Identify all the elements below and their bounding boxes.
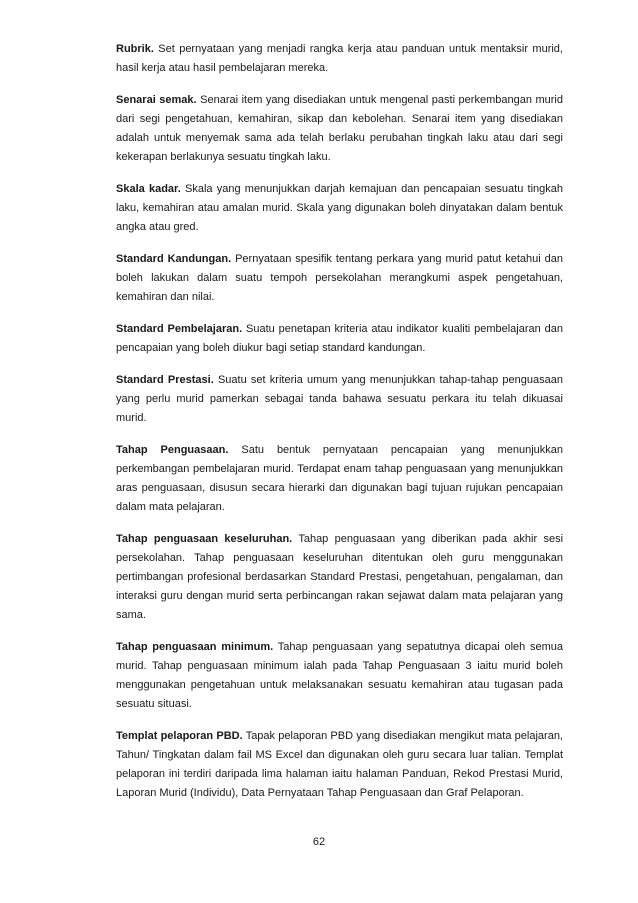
glossary-definition: Pernyataan spesifik tentang perkara yang murid patut ketahui dan boleh lakukan dalam suatu tempoh persekolahan merangkumi aspek pengetahuan, kemahiran dan nilai.	[116, 253, 564, 303]
glossary-entry-senarai-semak	[116, 91, 563, 167]
glossary-definition: Tahap penguasaan yang diberikan pada akhir sesi persekolahan. Tahap penguasaan keseluruhan ditentukan oleh guru menggunakan pertimbangan profesional berdasarkan Standard Prestasi, pengetahuan, pengalaman, dan interaksi guru dengan murid serta perbincangan rakan sejawat dalam mata pelajaran yang sama.	[116, 533, 564, 621]
glossary-entry-standard-kandungan	[116, 250, 563, 307]
glossary-entry-standard-prestasi	[116, 371, 563, 428]
glossary-definition: Tahap penguasaan yang sepatutnya dicapai oleh semua murid. Tahap penguasaan minimum ialah pada Tahap Penguasaan 3 iaitu murid boleh menggunakan pengetahuan untuk melaksanakan sesuatu kemahiran atau tugasan pada sesuatu situasi.	[116, 641, 564, 710]
page-number: 62	[312, 836, 326, 848]
glossary-definition: Set pernyataan yang menjadi rangka kerja atau panduan untuk mentaksir murid, hasil kerja atau hasil pembelajaran mereka.	[116, 43, 563, 74]
glossary-term: Skala kadar.	[116, 183, 181, 195]
glossary-entry-skala-kadar	[116, 180, 563, 237]
glossary-term: Standard Pembelajaran.	[116, 323, 243, 335]
glossary-entry-tahap-penguasaan	[116, 441, 563, 517]
glossary-term: Senarai semak.	[116, 94, 197, 106]
glossary-entry-templat-pelaporan-pbd	[116, 727, 563, 803]
glossary-entry-standard-pembelajaran	[116, 320, 563, 358]
glossary-term: Templat pelaporan PBD.	[116, 730, 243, 742]
glossary-definition: Satu bentuk pernyataan pencapaian yang menunjukkan perkembangan pembelajaran murid. Terdapat enam tahap penguasaan yang menunjukkan aras penguasaan, disusun secara hierarki dan digunakan bagi tujuan rujukan pencapaian dalam mata pelajaran.	[116, 444, 563, 513]
glossary-entry-tahap-penguasaan-minimum	[116, 638, 563, 714]
glossary-entry-tahap-penguasaan-keseluruhan	[116, 530, 563, 625]
glossary-definition: Suatu set kriteria umum yang menunjukkan tahap-tahap penguasaan yang perlu murid pamerkan sebagai tanda bahawa sesuatu perkara itu telah dikuasai murid.	[116, 374, 563, 424]
glossary-term: Tahap Penguasaan.	[116, 444, 229, 456]
glossary-definition: Skala yang menunjukkan darjah kemajuan dan pencapaian sesuatu tingkah laku, kemahiran atau amalan murid. Skala yang digunakan boleh dinyatakan dalam bentuk angka atau gred.	[116, 183, 563, 233]
glossary-page	[116, 40, 563, 816]
glossary-term: Standard Prestasi.	[116, 374, 214, 386]
glossary-definition: Senarai item yang disediakan untuk mengenal pasti perkembangan murid dari segi pengetahuan, kemahiran, sikap dan kebolehan. Senarai item yang disediakan adalah untuk menyemak sama ada telah berlaku perubahan tingkah laku atau dari segi kekerapan berlakunya sesuatu tingkah laku.	[116, 94, 563, 163]
glossary-term: Tahap penguasaan minimum.	[116, 641, 274, 653]
glossary-term: Standard Kandungan.	[116, 253, 232, 265]
glossary-definition: Suatu penetapan kriteria atau indikator kualiti pembelajaran dan pencapaian yang boleh diukur bagi setiap standard kandungan.	[116, 323, 563, 354]
glossary-definition: Tapak pelaporan PBD yang disediakan mengikut mata pelajaran, Tahun/ Tingkatan dalam fail MS Excel dan digunakan oleh guru secara luar talian. Templat pelaporan ini terdiri daripada lima halaman iaitu halaman Panduan, Rekod Prestasi Murid, Laporan Murid (Individu), Data Pernyataan Tahap Penguasaan dan Graf Pelaporan.	[116, 730, 563, 799]
glossary-entry-rubrik	[116, 40, 563, 78]
glossary-term: Tahap penguasaan keseluruhan.	[116, 533, 293, 545]
glossary-term: Rubrik.	[116, 43, 154, 55]
